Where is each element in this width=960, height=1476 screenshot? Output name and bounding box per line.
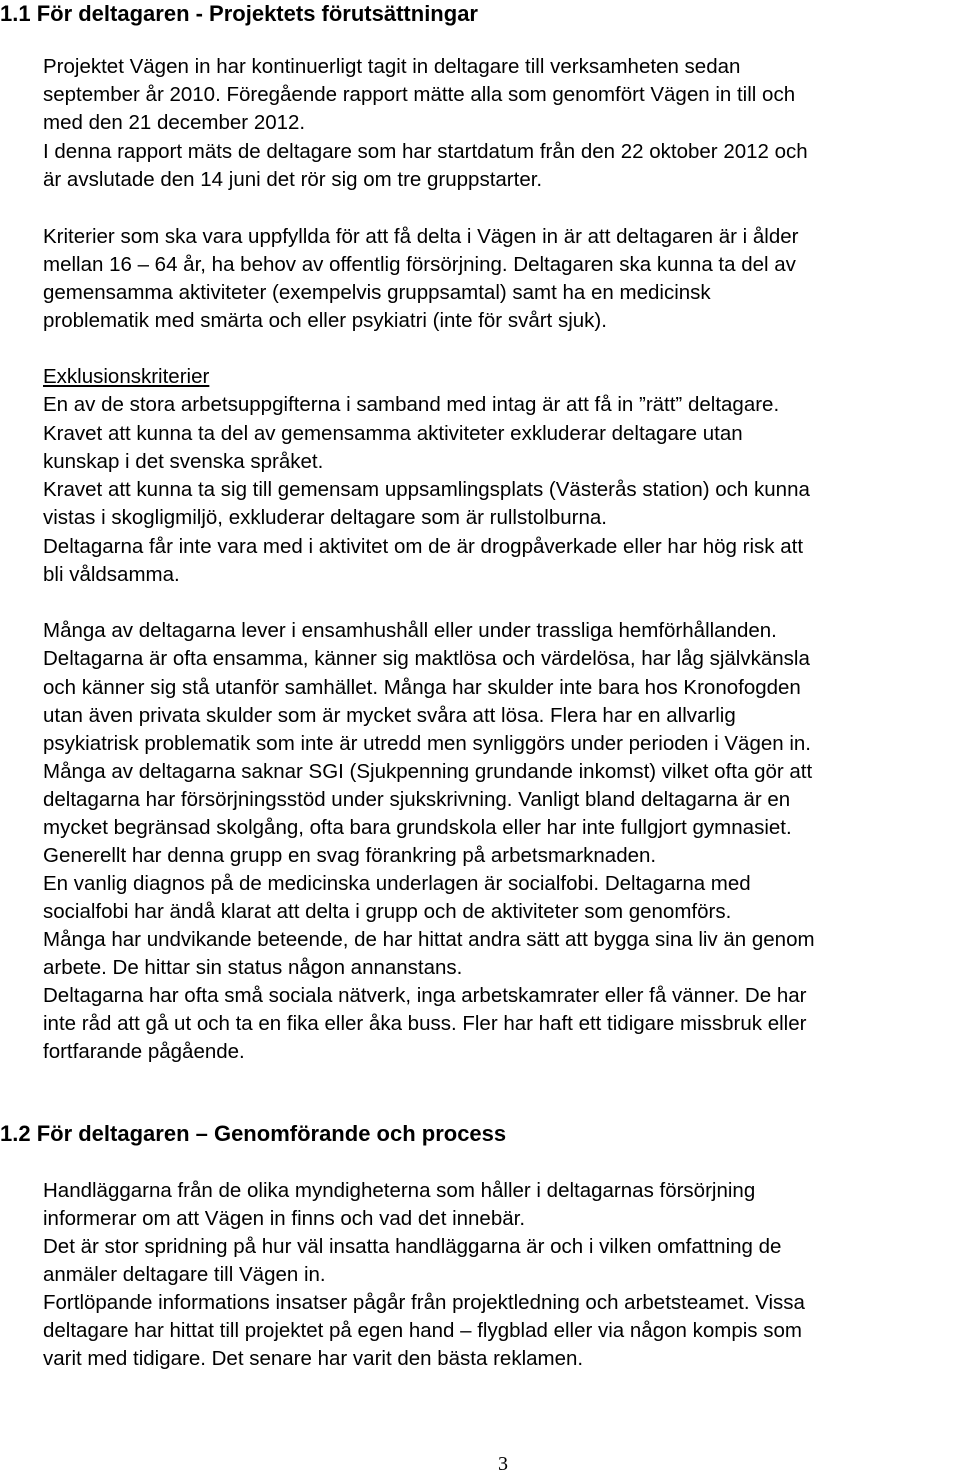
section-heading-1-1: 1.1 För deltagaren - Projektets förutsättningar	[0, 1, 478, 26]
text-line: deltagare har hittat till projektet på egen hand – flygblad eller via någon kompis som	[43, 1319, 802, 1342]
text-line: med den 21 december 2012.	[43, 111, 306, 134]
text-line: och känner sig stå utanför samhället. Många har skulder inte bara hos Kronofogden	[43, 676, 801, 699]
text-line: Handläggarna från de olika myndigheterna som håller i deltagarnas försörjning	[43, 1179, 756, 1202]
text-line: Många av deltagarna lever i ensamhushåll eller under trassliga hemförhållanden.	[43, 619, 777, 642]
text-line: Det är stor spridning på hur väl insatta handläggarna är och i vilken omfattning de	[43, 1235, 782, 1258]
text-line: utan även privata skulder som är mycket svåra att lösa. Flera har en allvarlig	[43, 704, 736, 727]
text-line: varit med tidigare. Det senare har varit den bästa reklamen.	[43, 1347, 584, 1370]
exclusion-criteria-heading: Exklusionskriterier	[43, 365, 210, 388]
text-line: I denna rapport mäts de deltagare som har startdatum från den 22 oktober 2012 och	[43, 140, 808, 163]
text-line: problematik med smärta och eller psykiatri (inte för svårt sjuk).	[43, 309, 607, 332]
text-line: är avslutade den 14 juni det rör sig om tre gruppstarter.	[43, 168, 543, 191]
text-line: Deltagarna har ofta små sociala nätverk, inga arbetskamrater eller få vänner. De har	[43, 984, 807, 1007]
text-line: Många har undvikande beteende, de har hittat andra sätt att bygga sina liv än genom	[43, 928, 815, 951]
text-line: socialfobi har ändå klarat att delta i grupp och de aktiviteter som genomförs.	[43, 900, 732, 923]
text-line: Generellt har denna grupp en svag förankring på arbetsmarknaden.	[43, 844, 657, 867]
text-line: Kravet att kunna ta del av gemensamma aktiviteter exkluderar deltagare utan	[43, 422, 743, 445]
text-line: psykiatrisk problematik som inte är utredd men synliggörs under perioden i Vägen in.	[43, 732, 811, 755]
text-line: anmäler deltagare till Vägen in.	[43, 1263, 326, 1286]
text-line: mellan 16 – 64 år, ha behov av offentlig försörjning. Deltagaren ska kunna ta del av	[43, 253, 796, 276]
text-line: informerar om att Vägen in finns och vad det innebär.	[43, 1207, 526, 1230]
text-line: Projektet Vägen in har kontinuerligt tagit in deltagare till verksamheten sedan	[43, 55, 741, 78]
section-heading-1-2: 1.2 För deltagaren – Genomförande och process	[0, 1121, 507, 1146]
text-line: inte råd att gå ut och ta en fika eller åka buss. Fler har haft ett tidigare missbruk eller	[43, 1012, 807, 1035]
text-line: Deltagarna får inte vara med i aktivitet om de är drogpåverkade eller har hög risk att	[43, 535, 804, 558]
text-line: kunskap i det svenska språket.	[43, 450, 324, 473]
text-line: bli våldsamma.	[43, 563, 180, 586]
text-line: vistas i skogligmiljö, exkluderar deltagare som är rullstolburna.	[43, 506, 607, 529]
text-line: deltagarna har försörjningsstöd under sjukskrivning. Vanligt bland deltagarna är en	[43, 788, 791, 811]
text-line: Deltagarna är ofta ensamma, känner sig maktlösa och värdelösa, har låg självkänsla	[43, 647, 810, 670]
text-line: gemensamma aktiviteter (exempelvis gruppsamtal) samt ha en medicinsk	[43, 281, 711, 304]
text-line: september år 2010. Föregående rapport mätte alla som genomfört Vägen in till och	[43, 83, 796, 106]
text-line: mycket begränsad skolgång, ofta bara grundskola eller har inte fullgjort gymnasiet.	[43, 816, 792, 839]
text-line: fortfarande pågående.	[43, 1040, 245, 1063]
text-line: Kriterier som ska vara uppfyllda för att få delta i Vägen in är att deltagaren är i ålder	[43, 225, 799, 248]
text-line: Kravet att kunna ta sig till gemensam uppsamlingsplats (Västerås station) och kunna	[43, 478, 810, 501]
text-line: Många av deltagarna saknar SGI (Sjukpenning grundande inkomst) vilket ofta gör att	[43, 760, 813, 783]
text-line: En av de stora arbetsuppgifterna i samband med intag är att få in ”rätt” deltagare.	[43, 393, 780, 416]
text-line: arbete. De hittar sin status någon annanstans.	[43, 956, 463, 979]
page-number: 3	[498, 1453, 508, 1475]
text-line: En vanlig diagnos på de medicinska underlagen är socialfobi. Deltagarna med	[43, 872, 751, 895]
text-line: Fortlöpande informations insatser pågår från projektledning och arbetsteamet. Vissa	[43, 1291, 805, 1314]
